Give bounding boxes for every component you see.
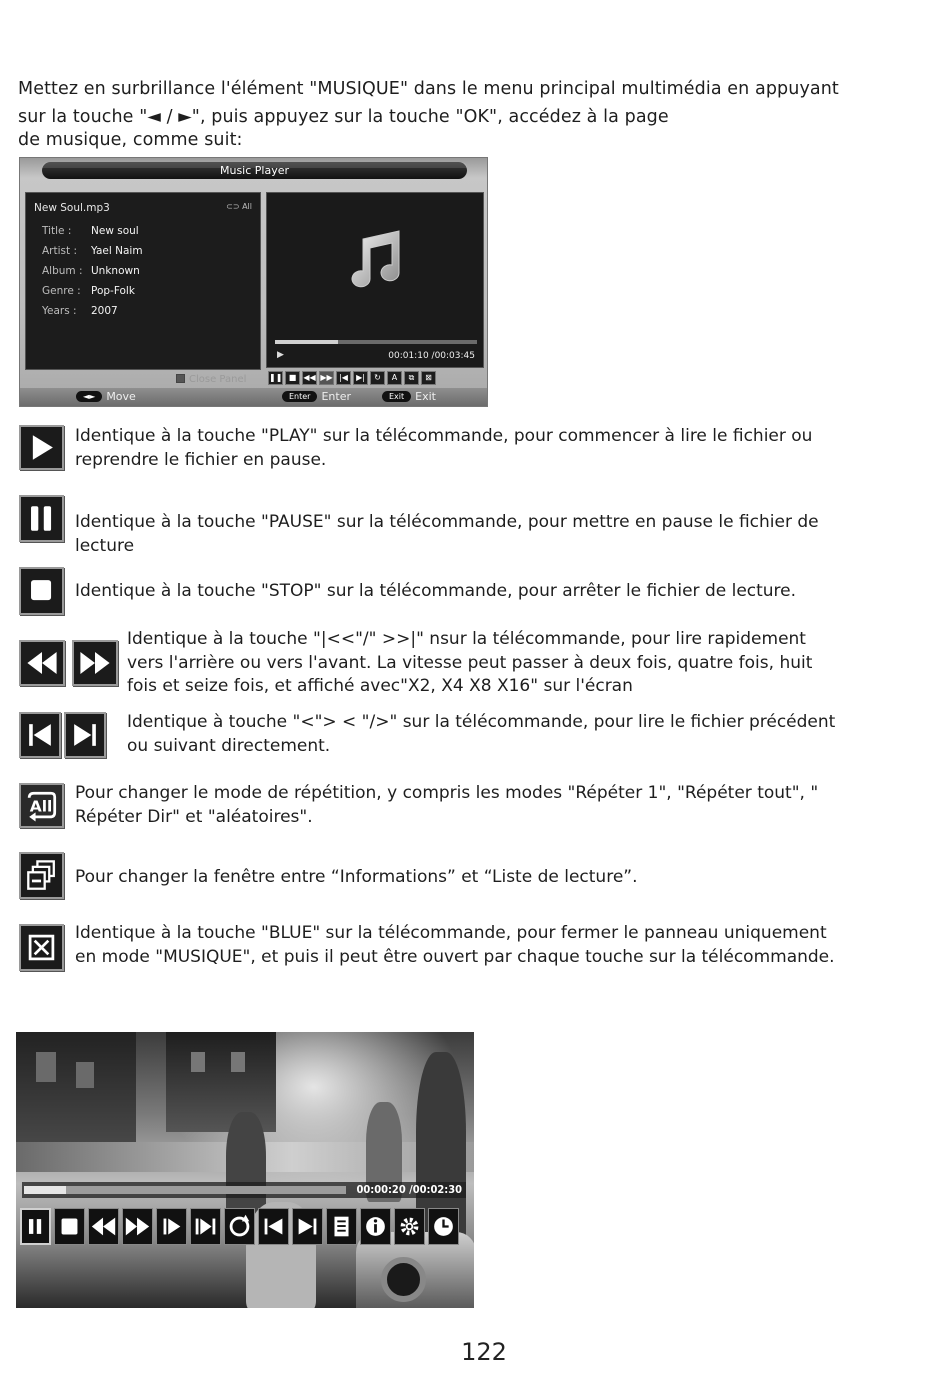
info-row <box>42 225 139 237</box>
description-line: Pour changer le mode de répétition, y compris les modes "Répéter 1", "Répéter tout", " <box>75 783 819 803</box>
intro-line-2: sur la touche "◄ / ►", puis appuyez sur la touche "OK", accédez à la page <box>18 107 669 127</box>
album-art-panel <box>266 192 484 368</box>
info-button[interactable] <box>360 1208 391 1245</box>
play-description <box>75 425 812 472</box>
music-time: 00:01:10 /00:03:45 <box>388 351 475 361</box>
stop-description <box>75 580 796 604</box>
info-value: Unknown <box>91 265 140 277</box>
forward-icon <box>72 640 118 686</box>
music-info-panel <box>25 192 261 370</box>
hint-move <box>76 390 136 403</box>
clock-button[interactable] <box>428 1208 459 1245</box>
music-footer-hints <box>20 388 487 406</box>
info-label: Genre : <box>42 285 81 297</box>
info-label: Years : <box>42 305 77 317</box>
video-progress-track <box>24 1186 346 1194</box>
intro-line-1: Mettez en surbrillance l'élément "MUSIQUE" dans le menu principal multimédia en appuyant <box>18 79 839 99</box>
info-value: 2007 <box>91 305 118 317</box>
info-value: Pop-Folk <box>91 285 135 297</box>
window-switch-icon <box>19 852 64 899</box>
close-panel-label <box>176 374 246 385</box>
video-control-bar <box>20 1208 459 1245</box>
playlist-button[interactable] <box>326 1208 357 1245</box>
intro-paragraph <box>18 76 938 151</box>
music-progress-bar[interactable] <box>275 340 477 344</box>
move-key: ◄► <box>76 391 102 402</box>
description-line: Identique à la touche "PLAY" sur la télécommande, pour commencer à lire le fichier ou <box>75 426 813 446</box>
stop-button[interactable]: ■ <box>285 371 300 385</box>
music-player-screenshot <box>19 157 488 407</box>
video-progress-bar[interactable] <box>22 1182 466 1198</box>
repeat-mode-label: All <box>242 202 252 211</box>
exit-label: Exit <box>415 390 436 403</box>
description-line: Identique à la touche "|<<"/" >>|" nsur la télécommande, pour lire rapidement <box>127 629 806 649</box>
repeat-button[interactable]: ↻ <box>370 371 385 385</box>
move-label: Move <box>106 390 136 403</box>
pause-button[interactable]: ❚❚ <box>268 371 283 385</box>
enter-label: Enter <box>321 390 352 403</box>
svg-text:All: All <box>29 797 53 816</box>
music-note-icon <box>347 229 405 289</box>
close-panel-icon <box>19 924 64 971</box>
description-line: Identique à touche "<"> < "/>" sur la télécommande, pour lire le fichier précédent <box>127 712 836 732</box>
rewind-button[interactable]: ◀◀ <box>302 371 317 385</box>
info-label: Artist : <box>42 245 77 257</box>
description-line: ou suivant directement. <box>127 735 331 756</box>
stop-icon <box>19 567 64 615</box>
rewind-button[interactable] <box>88 1208 119 1245</box>
exit-key: Exit <box>382 391 411 402</box>
close-panel-text: Close Panel <box>189 374 247 385</box>
info-row <box>42 305 118 317</box>
music-player-title: Music Player <box>219 164 290 177</box>
description-line: Identique à la touche "STOP" sur la télécommande, pour arrêter le fichier de lecture. <box>75 581 797 601</box>
repeat-all-button[interactable]: A <box>387 371 402 385</box>
enter-key: Enter <box>282 391 317 402</box>
previous-icon <box>19 712 61 758</box>
repeat-button[interactable] <box>224 1208 255 1245</box>
info-row <box>42 285 135 297</box>
video-player-screenshot <box>16 1032 474 1308</box>
slow-forward-button[interactable] <box>156 1208 187 1245</box>
close-panel-button[interactable]: ⊠ <box>421 371 436 385</box>
description-line: reprendre le fichier en pause. <box>75 449 327 470</box>
description-line: Identique à la touche "BLUE" sur la télécommande, pour fermer le panneau uniquement <box>75 923 827 943</box>
repeat-all-icon <box>19 783 64 828</box>
info-label: Album : <box>42 265 83 277</box>
description-line: en mode "MUSIQUE", et puis il peut être ouvert par chaque touche sur la télécommande. <box>75 946 835 967</box>
hint-enter <box>282 390 351 403</box>
window-switch-description <box>75 866 638 890</box>
description-line: vers l'arrière ou vers l'avant. La vitesse peut passer à deux fois, quatre fois, huit <box>127 652 813 673</box>
forward-button[interactable]: ▶▶ <box>319 371 334 385</box>
pause-icon <box>19 495 64 542</box>
description-line: fois et seize fois, et affiché avec"X2, X4 X8 X16" sur l'écran <box>127 676 633 696</box>
description-line: Répéter Dir" et "aléatoires". <box>75 806 313 827</box>
info-value: New soul <box>91 225 139 237</box>
repeat-mode: ⊂⊃ All <box>226 202 252 211</box>
music-player-title-bar <box>42 162 467 179</box>
rewind-forward-description <box>127 628 812 699</box>
hint-exit <box>382 390 436 403</box>
pause-button[interactable] <box>20 1208 51 1245</box>
rewind-icon <box>19 640 65 686</box>
prev-next-description <box>127 711 835 758</box>
file-name: New Soul.mp3 <box>34 202 110 214</box>
page-number: 122 <box>461 1338 507 1366</box>
info-value: Yael Naim <box>91 245 143 257</box>
next-button[interactable] <box>292 1208 323 1245</box>
window-switch-button[interactable]: ⧉ <box>404 371 419 385</box>
description-line: lecture <box>75 535 135 556</box>
intro-line-3: de musique, comme suit: <box>18 130 243 150</box>
description-line: Identique à la touche "PAUSE" sur la télécommande, pour mettre en pause le fichier de <box>75 512 819 532</box>
repeat-description <box>75 782 818 829</box>
video-progress-fill <box>24 1186 66 1194</box>
video-time: 00:00:20 /00:02:30 <box>356 1183 462 1196</box>
close-panel-description <box>75 922 835 969</box>
previous-button[interactable] <box>258 1208 289 1245</box>
next-icon <box>64 712 106 758</box>
settings-button[interactable] <box>394 1208 425 1245</box>
playing-indicator: ▶ <box>277 350 284 360</box>
info-label: Title : <box>42 225 72 237</box>
pause-description <box>75 511 819 558</box>
close-panel-box-icon <box>176 374 185 383</box>
next-button[interactable]: ▶| <box>353 371 368 385</box>
step-forward-button[interactable] <box>190 1208 221 1245</box>
description-line: Pour changer la fenêtre entre “Informations” et “Liste de lecture”. <box>75 867 638 887</box>
previous-button[interactable]: |◀ <box>336 371 351 385</box>
info-row <box>42 245 143 257</box>
info-row <box>42 265 140 277</box>
forward-button[interactable] <box>122 1208 153 1245</box>
play-icon <box>19 425 64 470</box>
stop-button[interactable] <box>54 1208 85 1245</box>
music-control-bar <box>268 371 436 385</box>
